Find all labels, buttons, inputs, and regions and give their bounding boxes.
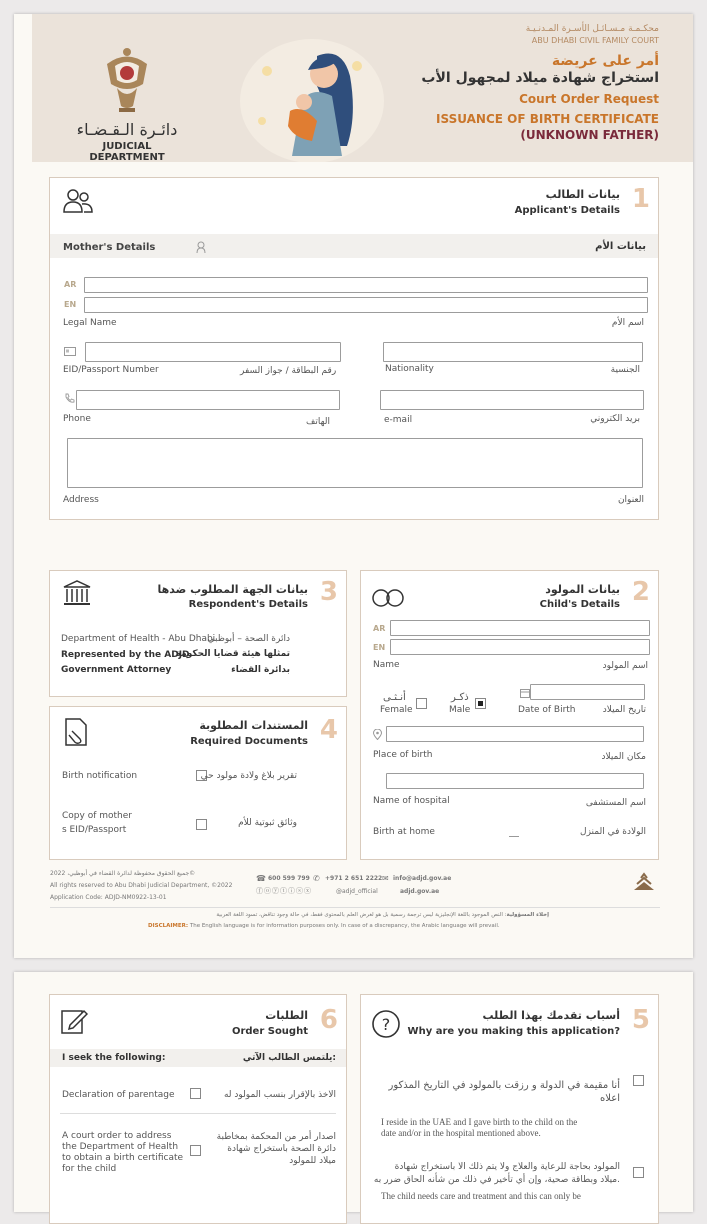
email-label-en: e-mail	[384, 415, 413, 425]
form-page-2	[14, 972, 693, 1212]
nationality-label-ar: الجنسية	[610, 365, 640, 375]
disclaimer-en-text: The English language is for information purposes only. In case of a discrepancy, the Arabic language will prevail.	[188, 923, 500, 929]
order-certificate-ar-2: دائرة الصحة باستخراج شهادة	[227, 1144, 336, 1154]
nationality-label-en: Nationality	[385, 364, 434, 374]
legal-name-en-input[interactable]	[84, 297, 648, 313]
applicant-details-section	[49, 177, 659, 520]
rights-ar: جميع الحقوق محفوظة لدائرة القضاء في أبوظبي، 2022©	[50, 870, 196, 877]
ar-label: AR	[373, 624, 386, 633]
section-6-title-ar: الطلبات	[265, 1009, 308, 1022]
phone-input[interactable]	[76, 390, 340, 410]
section-number-1: 1	[631, 184, 650, 214]
disclaimer-ar-text: : النص الموجود باللغة الإنجليزية ليس ترجمة رسمية بل هو لغرض العلم بالمحتوى فقط، في حالة وجود تناقض، تسود اللغة العربية	[216, 912, 507, 918]
title-en-line1: Court Order Request	[519, 92, 659, 106]
rights-en: All rights reserved to Abu Dhabi Judicial Department, ©2022	[50, 882, 233, 889]
order-certificate-checkbox[interactable]	[190, 1145, 201, 1156]
reason-1-ar	[389, 1079, 620, 1105]
legal-name-label-en: Legal Name	[63, 318, 117, 328]
application-code: Application Code: ADJD-NM0922-13-01	[50, 894, 167, 901]
section-1-title-en: Applicant's Details	[514, 205, 620, 216]
section-2-title-en: Child's Details	[539, 599, 620, 610]
male-checkbox[interactable]	[475, 698, 486, 709]
form-header	[32, 14, 693, 162]
phone-label-en: Phone	[63, 414, 91, 424]
reason-2-en-1: The child needs care and treatment and this can only be	[381, 1191, 581, 1201]
mother-details-ar: بيانات الأم	[595, 241, 646, 252]
hospital-label-en: Name of hospital	[373, 796, 450, 806]
address-label-ar: العنوان	[617, 495, 644, 505]
child-name-en-input[interactable]	[390, 639, 650, 655]
seek-label-en: I seek the following:	[62, 1053, 166, 1063]
respondent-line2-en: Represented by the ADJD	[61, 650, 190, 660]
social-icons: ⓕⓞⓨⓣⓘⓢⓧ	[256, 887, 312, 895]
svg-text:?: ?	[381, 1015, 391, 1034]
doc-mother-id-en-a: Copy of mother	[62, 811, 132, 821]
people-icon	[62, 186, 94, 216]
title-ar-line2: استخراج شهادة ميلاد لمجهول الأب	[421, 70, 659, 86]
email-label-ar: بريد الكتروني	[590, 414, 640, 424]
phone-number-1: 600 599 799	[268, 875, 310, 882]
pob-label-ar: مكان الميلاد	[601, 752, 646, 762]
home-birth-label-en: Birth at home	[373, 827, 435, 837]
eid-label-ar: رقم البطاقة / جواز السفر	[240, 366, 337, 376]
footer-website: adjd.gov.ae	[400, 888, 440, 895]
edit-pencil-icon	[60, 1007, 88, 1035]
en-label: EN	[373, 643, 386, 652]
order-parentage-ar: الاخذ بالإقرار بنسب المولود له	[223, 1090, 336, 1100]
document-clip-icon	[62, 717, 90, 747]
legal-name-label-ar: اسم الأم	[611, 318, 644, 328]
reason-1-en-1: I reside in the UAE and I gave birth to the child on the	[381, 1117, 578, 1127]
department-name-en: JUDICIAL DEPARTMENT	[89, 141, 165, 163]
rings-icon	[369, 585, 407, 609]
email-icon: ✉	[382, 874, 389, 883]
female-checkbox[interactable]	[416, 698, 427, 709]
doc-mother-id-en-b: s EID/Passport	[62, 825, 127, 835]
section-5-title-ar: أسباب تقدمك بهذا الطلب	[482, 1009, 620, 1022]
court-name-ar: محكـمـة مـسـائـل الأسـرة المـدنـيـة	[525, 24, 659, 34]
reason-2-ar	[374, 1161, 620, 1187]
reason-2-ar-1: المولود بحاجة للرعاية والعلاج ولا يتم ذلك الا باستخراج شهادة	[394, 1162, 620, 1172]
reason-1-en	[381, 1117, 577, 1139]
section-number-4: 4	[319, 715, 338, 745]
doc-mother-id-ar: وثائق ثبوتية للأم	[238, 818, 297, 828]
section-3-title-en: Respondent's Details	[188, 599, 308, 610]
order-certificate-ar	[217, 1131, 336, 1167]
pob-label-en: Place of birth	[373, 750, 433, 760]
social-handle: @adjd_official	[336, 888, 378, 895]
reason-1-en-2: date and/or in the hospital mentioned above.	[381, 1128, 541, 1138]
section-1-title-ar: بيانات الطالب	[545, 188, 620, 201]
phone-label-ar: الهاتف	[306, 417, 330, 427]
reason-1-ar-2: اعلاه	[600, 1093, 620, 1104]
order-certificate-en	[62, 1131, 183, 1175]
section-2-title-ar: بيانات المولود	[545, 583, 620, 596]
footer-divider	[50, 907, 660, 908]
judicial-logo	[72, 44, 182, 163]
order-certificate-ar-3: ميلاد للمولود	[289, 1156, 336, 1166]
hospital-label-ar: اسم المستشفى	[585, 798, 646, 808]
order-certificate-en-1: A court order to address	[62, 1131, 172, 1141]
whatsapp-icon: ✆	[313, 874, 320, 883]
male-label-ar: ذكـر	[451, 692, 469, 703]
respondent-line2-ar: تمثلها هيئة قضايا الحكومة	[175, 649, 290, 659]
court-building-icon	[62, 579, 92, 607]
section-number-3: 3	[319, 577, 338, 607]
order-certificate-en-4: for the child	[62, 1164, 117, 1174]
ar-label: AR	[64, 280, 77, 289]
respondent-line3-ar: بدائرة القضاء	[231, 665, 290, 675]
section-4-title-ar: المستندات المطلوبة	[199, 719, 308, 732]
disclaimer-en-label: DISCLAIMER:	[148, 923, 189, 929]
falcon-emblem-icon	[97, 44, 157, 114]
female-label-ar: أنـثـى	[383, 692, 406, 703]
department-name-ar: دائـرة الـقـضـاء	[76, 120, 178, 139]
required-documents-section	[49, 706, 347, 860]
address-label-en: Address	[63, 495, 99, 505]
en-label: EN	[64, 300, 77, 309]
reason-2-ar-2: ميلاد وبطاقة صحية، وإن أي تأخير في ذلك من شأنه الحاق ضرر به.	[373, 1175, 620, 1185]
id-card-icon	[64, 347, 76, 356]
person-icon	[196, 241, 206, 253]
reason-1-ar-1: أنا مقيمة في الدولة و رزقت بالمولود في التاريخ المذكور	[388, 1080, 620, 1091]
order-certificate-ar-1: اصدار أمر من المحكمة بمخاطبة	[216, 1132, 336, 1142]
reason-2-checkbox[interactable]	[633, 1167, 644, 1178]
respondent-line1-ar: دائرة الصحة – أبوظبي	[207, 634, 290, 644]
child-details-section	[360, 570, 659, 860]
address-textarea[interactable]	[67, 438, 643, 488]
female-label-en: Female	[380, 705, 413, 715]
date-of-birth-input[interactable]	[530, 684, 645, 700]
place-of-birth-input[interactable]	[386, 726, 644, 742]
mother-child-illustration	[232, 26, 392, 162]
male-label-en: Male	[449, 705, 471, 715]
order-certificate-en-2: the Department of Health	[62, 1142, 179, 1152]
section-4-title-en: Required Documents	[190, 736, 308, 747]
section-number-5: 5	[631, 1005, 650, 1035]
child-name-label-en: Name	[373, 660, 400, 670]
order-parentage-checkbox[interactable]	[190, 1088, 201, 1099]
nationality-input[interactable]	[383, 342, 643, 362]
form-page-1	[14, 14, 693, 958]
doc-mother-id-checkbox[interactable]	[196, 819, 207, 830]
email-input[interactable]	[380, 390, 644, 410]
child-name-ar-input[interactable]	[390, 620, 650, 636]
eid-passport-input[interactable]	[85, 342, 341, 362]
respondent-line3-en: Government Attorney	[61, 665, 172, 675]
title-en-line3: (UNKNOWN FATHER)	[520, 128, 659, 142]
hospital-name-input[interactable]	[386, 773, 644, 789]
location-pin-icon	[373, 729, 382, 740]
section-3-title-ar: بيانات الجهة المطلوب ضدها	[157, 583, 308, 596]
dob-label-en: Date of Birth	[518, 705, 576, 715]
question-bubble-icon	[371, 1009, 401, 1039]
disclaimer-ar	[216, 912, 549, 918]
home-birth-checkbox[interactable]	[509, 836, 519, 837]
court-name-en: ABU DHABI CIVIL FAMILY COURT	[531, 36, 659, 45]
order-sought-section	[49, 994, 347, 1224]
court-title-block	[421, 24, 659, 143]
section-5-title-en: Why are you making this application?	[407, 1026, 620, 1037]
legal-name-ar-input[interactable]	[84, 277, 648, 293]
disclaimer-en	[148, 923, 500, 929]
order-certificate-en-3: to obtain a birth certificate	[62, 1153, 184, 1163]
child-name-label-ar: اسم المولود	[602, 661, 648, 671]
adjd-emblem-icon	[632, 872, 656, 892]
eid-label-en: EID/Passport Number	[63, 365, 159, 375]
doc-birth-notification-en: Birth notification	[62, 771, 138, 781]
calendar-icon	[520, 688, 530, 698]
reason-1-checkbox[interactable]	[633, 1075, 644, 1086]
title-ar-line1: أمر على عريضة	[551, 53, 659, 69]
footer-email: info@adjd.gov.ae	[393, 875, 452, 882]
dob-label-ar: تاريخ الميلاد	[602, 705, 646, 715]
disclaimer-ar-label: إخلاء المسؤولية	[506, 912, 549, 918]
title-en-line2: ISSUANCE OF BIRTH CERTIFICATE	[436, 112, 659, 126]
respondent-line1-en: Department of Health - Abu Dhabi	[61, 634, 216, 644]
seek-label-ar: يلتمس الطالب الآتي:	[242, 1053, 336, 1063]
home-birth-label-ar: الولادة في المنزل	[580, 827, 646, 837]
doc-birth-notification-ar: تقرير بلاغ ولادة مولود حي	[200, 771, 297, 781]
mother-details-en: Mother's Details	[63, 242, 156, 253]
respondent-details-section	[49, 570, 347, 697]
order-divider	[60, 1113, 336, 1114]
section-6-title-en: Order Sought	[231, 1026, 308, 1037]
phone-icon	[64, 393, 75, 404]
reasons-section	[360, 994, 659, 1224]
section-number-2: 2	[631, 577, 650, 607]
headset-icon: ☎	[256, 874, 266, 883]
order-parentage-en: Declaration of parentage	[62, 1090, 175, 1100]
section-number-6: 6	[319, 1005, 338, 1035]
phone-number-2: +971 2 651 2222	[325, 875, 383, 882]
